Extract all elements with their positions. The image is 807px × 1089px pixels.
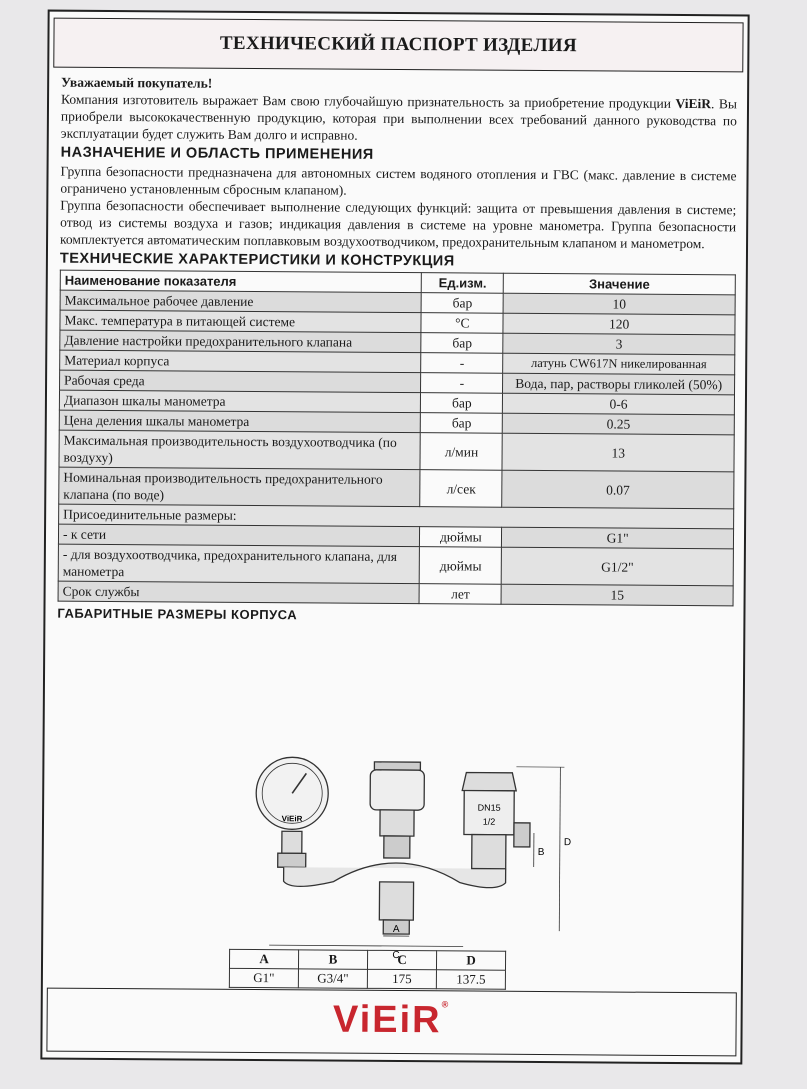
spec-name: Рабочая среда bbox=[60, 370, 422, 393]
spec-name: Диапазон шкалы манометра bbox=[59, 390, 421, 413]
spec-value: 120 bbox=[503, 313, 735, 335]
dims-header-b: B bbox=[298, 950, 367, 969]
footer-logo-box bbox=[46, 988, 736, 1057]
spec-name: Цена деления шкалы манометра bbox=[59, 410, 421, 433]
valve-label: DN15 bbox=[477, 802, 501, 813]
brand-logo bbox=[47, 997, 735, 1045]
dim-label-d: D bbox=[563, 837, 572, 849]
table-row bbox=[59, 430, 734, 472]
air-vent bbox=[370, 770, 424, 810]
dims-value-d: 137.5 bbox=[436, 970, 505, 989]
spec-name: Макс. температура в питающей системе bbox=[60, 310, 422, 333]
spec-name: Срок службы bbox=[58, 581, 420, 604]
spec-name: Максимальная производительность воздухоотводчика (по воздуху) bbox=[59, 430, 421, 470]
purpose-heading: НАЗНАЧЕНИЕ И ОБЛАСТЬ ПРИМЕНЕНИЯ bbox=[60, 144, 374, 163]
table-row bbox=[58, 581, 733, 606]
registered-mark: ® bbox=[441, 999, 451, 1010]
spec-unit: бар bbox=[421, 413, 503, 434]
page-title: ТЕХНИЧЕСКИЙ ПАСПОРТ ИЗДЕЛИЯ bbox=[219, 32, 578, 57]
spec-unit: лет bbox=[419, 584, 501, 605]
spec-unit: дюймы bbox=[420, 547, 502, 585]
spec-value: 0-6 bbox=[503, 393, 735, 415]
spec-unit: бар bbox=[421, 293, 503, 314]
greeting: Уважаемый покупатель! bbox=[61, 74, 213, 91]
dims-value-c: 175 bbox=[367, 969, 436, 988]
specs-header-value: Значение bbox=[504, 273, 736, 295]
intro-paragraph bbox=[61, 91, 737, 147]
spec-unit: бар bbox=[421, 393, 503, 414]
air-vent-cap bbox=[374, 762, 420, 770]
dims-header-c: C bbox=[367, 950, 436, 969]
dims-value-b: G3/4" bbox=[298, 969, 367, 988]
spec-value: G1" bbox=[502, 527, 734, 549]
spec-unit: л/сек bbox=[420, 470, 502, 508]
intro-text-2: . Вы приобрели высококачественную продукцию, которая при выполнении всех требований данного руководства по эксплуатации будет служить Вам долго и исправно. bbox=[60, 96, 738, 143]
spec-unit: бар bbox=[421, 333, 503, 354]
specs-header-unit: Ед.изм. bbox=[422, 273, 504, 294]
gauge-brand: ViEiR bbox=[281, 814, 303, 824]
spec-unit: дюймы bbox=[420, 527, 502, 548]
spec-name: Давление настройки предохранительного клапана bbox=[60, 330, 422, 353]
purpose-paragraph-2: Группа безопасности обеспечивает выполнение следующих функций: защита от превышения давления в системе; отвод из системы воздуха и газов; индикация давления в системе на уровне манометра. Группа безопасности комплектуется автоматическим поплавковым воздухоотводчиком, предохранительным клапаном и манометром. bbox=[60, 197, 737, 252]
title-box bbox=[53, 18, 743, 73]
spec-name: Максимальное рабочее давление bbox=[60, 290, 422, 313]
dims-value-row bbox=[229, 968, 505, 989]
content bbox=[57, 74, 737, 628]
specs-heading: ТЕХНИЧЕСКИЕ ХАРАКТЕРИСТИКИ И КОНСТРУКЦИЯ bbox=[59, 250, 455, 270]
spec-name: - для воздухоотводчика, предохранительного клапана, для манометра bbox=[58, 544, 420, 584]
spec-value: латунь CW617N никелированная bbox=[503, 353, 735, 375]
spec-value: 3 bbox=[503, 333, 735, 355]
dims-value-a: G1" bbox=[229, 968, 298, 987]
spec-value: 10 bbox=[503, 293, 735, 315]
dims-header-row bbox=[229, 949, 505, 970]
safety-valve-cap bbox=[462, 772, 516, 790]
dimensions-table bbox=[229, 949, 506, 990]
dims-header-a: A bbox=[229, 949, 298, 968]
valve-size: 1/2 bbox=[482, 816, 496, 827]
spec-name: Номинальная производительность предохранительного клапана (по воде) bbox=[59, 467, 421, 507]
dim-label-b: B bbox=[537, 847, 545, 859]
spec-name: Материал корпуса bbox=[60, 350, 422, 373]
spec-value: 15 bbox=[501, 584, 733, 606]
specs-table bbox=[58, 270, 736, 607]
passport-page bbox=[40, 10, 749, 1065]
spec-value: 0.25 bbox=[503, 413, 735, 435]
brand-logo-text: ViEiR bbox=[332, 998, 442, 1042]
intro-brand: ViEiR bbox=[675, 95, 712, 112]
spec-name: Присоединительные размеры: bbox=[59, 504, 734, 529]
dims-header-d: D bbox=[436, 951, 505, 970]
purpose-paragraph-1: Группа безопасности предназначена для автономных систем водяного отопления и ГВС (макс. давление в системе ограничено установленным сбросным клапаном). bbox=[60, 163, 737, 198]
intro-text-1: Компания изготовитель выражает Вам свою глубочайшую признательность за приобретение продукции bbox=[60, 91, 676, 111]
table-row bbox=[58, 544, 733, 586]
specs-header-name: Наименование показателя bbox=[60, 270, 422, 293]
spec-unit: - bbox=[421, 373, 503, 394]
safety-group-diagram bbox=[233, 731, 575, 961]
spec-unit: °С bbox=[421, 313, 503, 334]
spec-value: G1/2" bbox=[502, 547, 734, 586]
table-row bbox=[59, 467, 734, 509]
spec-unit: л/мин bbox=[420, 433, 502, 471]
dim-label-a: A bbox=[392, 923, 400, 936]
dimensions-heading: ГАБАРИТНЫЕ РАЗМЕРЫ КОРПУСА bbox=[57, 605, 298, 623]
spec-value: 13 bbox=[502, 433, 734, 472]
spec-value: Вода, пар, растворы гликолей (50%) bbox=[503, 373, 735, 395]
spec-name: - к сети bbox=[58, 524, 420, 547]
spec-value: 0.07 bbox=[502, 470, 734, 509]
spec-unit: - bbox=[421, 353, 503, 374]
dim-label-c: C bbox=[392, 949, 400, 962]
